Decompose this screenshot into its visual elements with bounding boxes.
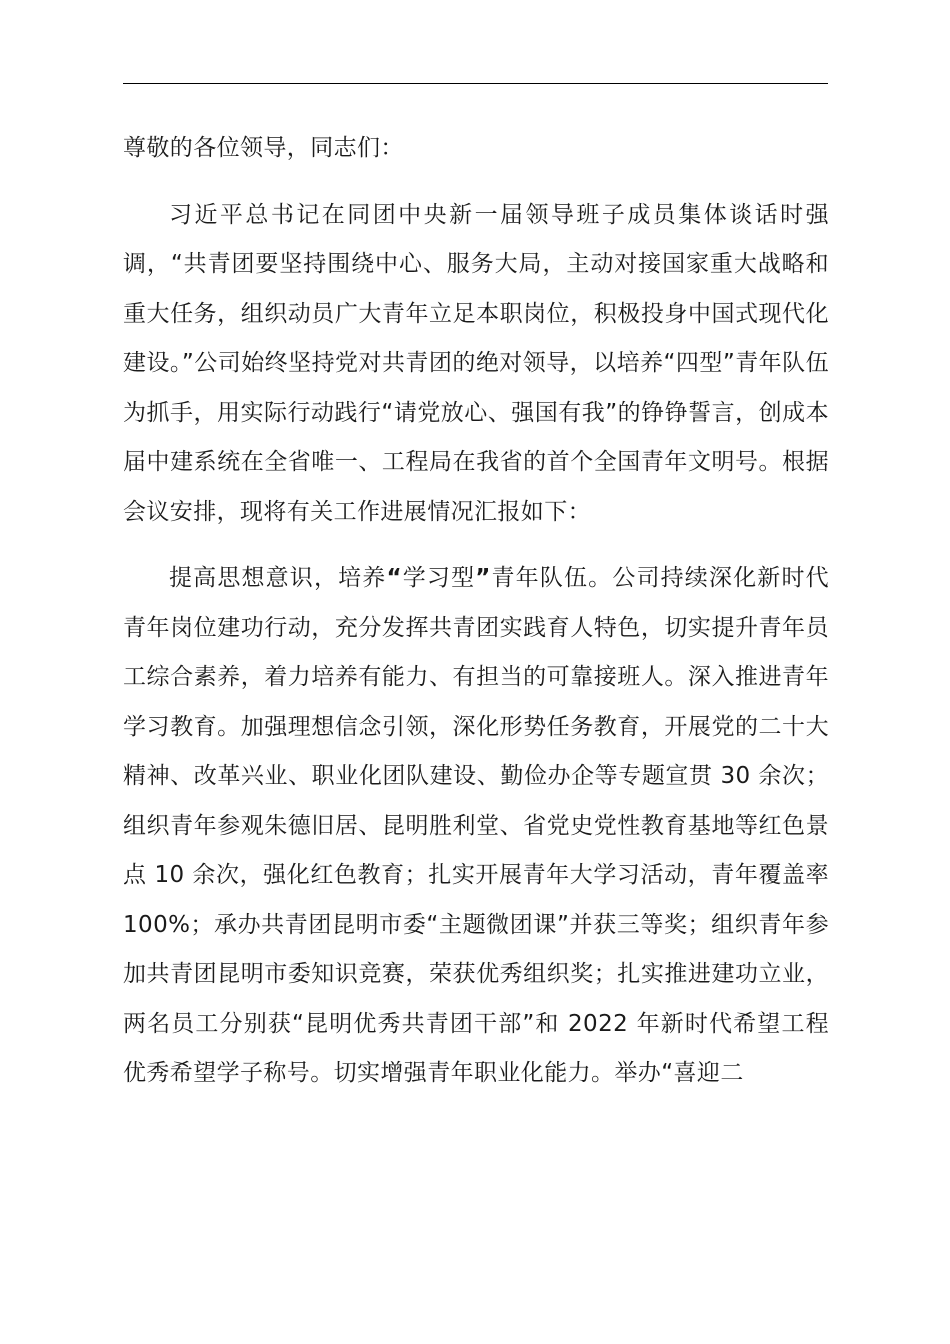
- section-heading-before: 提高思想意识，培养: [169, 565, 387, 591]
- section-heading-term: 学习型: [401, 565, 476, 591]
- paragraph-intro: 习近平总书记在同团中央新一届领导班子成员集体谈话时强调，“共青团要坚持围绕中心、服务大局，主动对接国家重大战略和重大任务，组织动员广大青年立足本职岗位，积极投身中国式现代化建设。”公司始终坚持党对共青团的绝对领导，以培养“四型”青年队伍为抓手，用实际行动践行“请党放心、强国有我”的铮铮誓言，创成本届中建系统在全省唯一、工程局在我省的首个全国青年文明号。根据会议安排，现将有关工作进展情况汇报如下：: [123, 201, 829, 525]
- paragraph-learning-body: 公司持续深化新时代青年岗位建功行动，充分发挥共青团实践育人特色，切实提升青年员工综合素养，着力培养有能力、有担当的可靠接班人。深入推进青年学习教育。加强理想信念引领，深化形势任务教育，开展党的二十大精神、改革兴业、职业化团队建设、勤俭办企等专题宣贯 30 余次；组织青年参观朱德旧居、昆明胜利堂、省党史党性教育基地等红色景点 10 余次，强化红色教育；扎实开展青年大学习活动，青年覆盖率 100%；承办共青团昆明市委“主题微团课”并获三等奖；组织青年参加共青团昆明市委知识竞赛，荣获优秀组织奖；扎实推进建功立业，两名员工分别获“昆明优秀共青团干部”和 2022 年新时代希望工程优秀希望学子称号。切实增强青年职业化能力。举办“喜迎二: [123, 565, 830, 1086]
- document-body: [123, 124, 829, 1099]
- salutation: 尊敬的各位领导，同志们：: [123, 135, 404, 161]
- header-rule: [123, 83, 828, 84]
- section-heading-quote-close: ”: [475, 565, 491, 591]
- section-heading: [169, 565, 612, 591]
- section-heading-after: 青年队伍。: [490, 565, 613, 591]
- section-heading-quote-open: “: [386, 565, 402, 591]
- paragraph-learning-youth: [123, 554, 829, 1099]
